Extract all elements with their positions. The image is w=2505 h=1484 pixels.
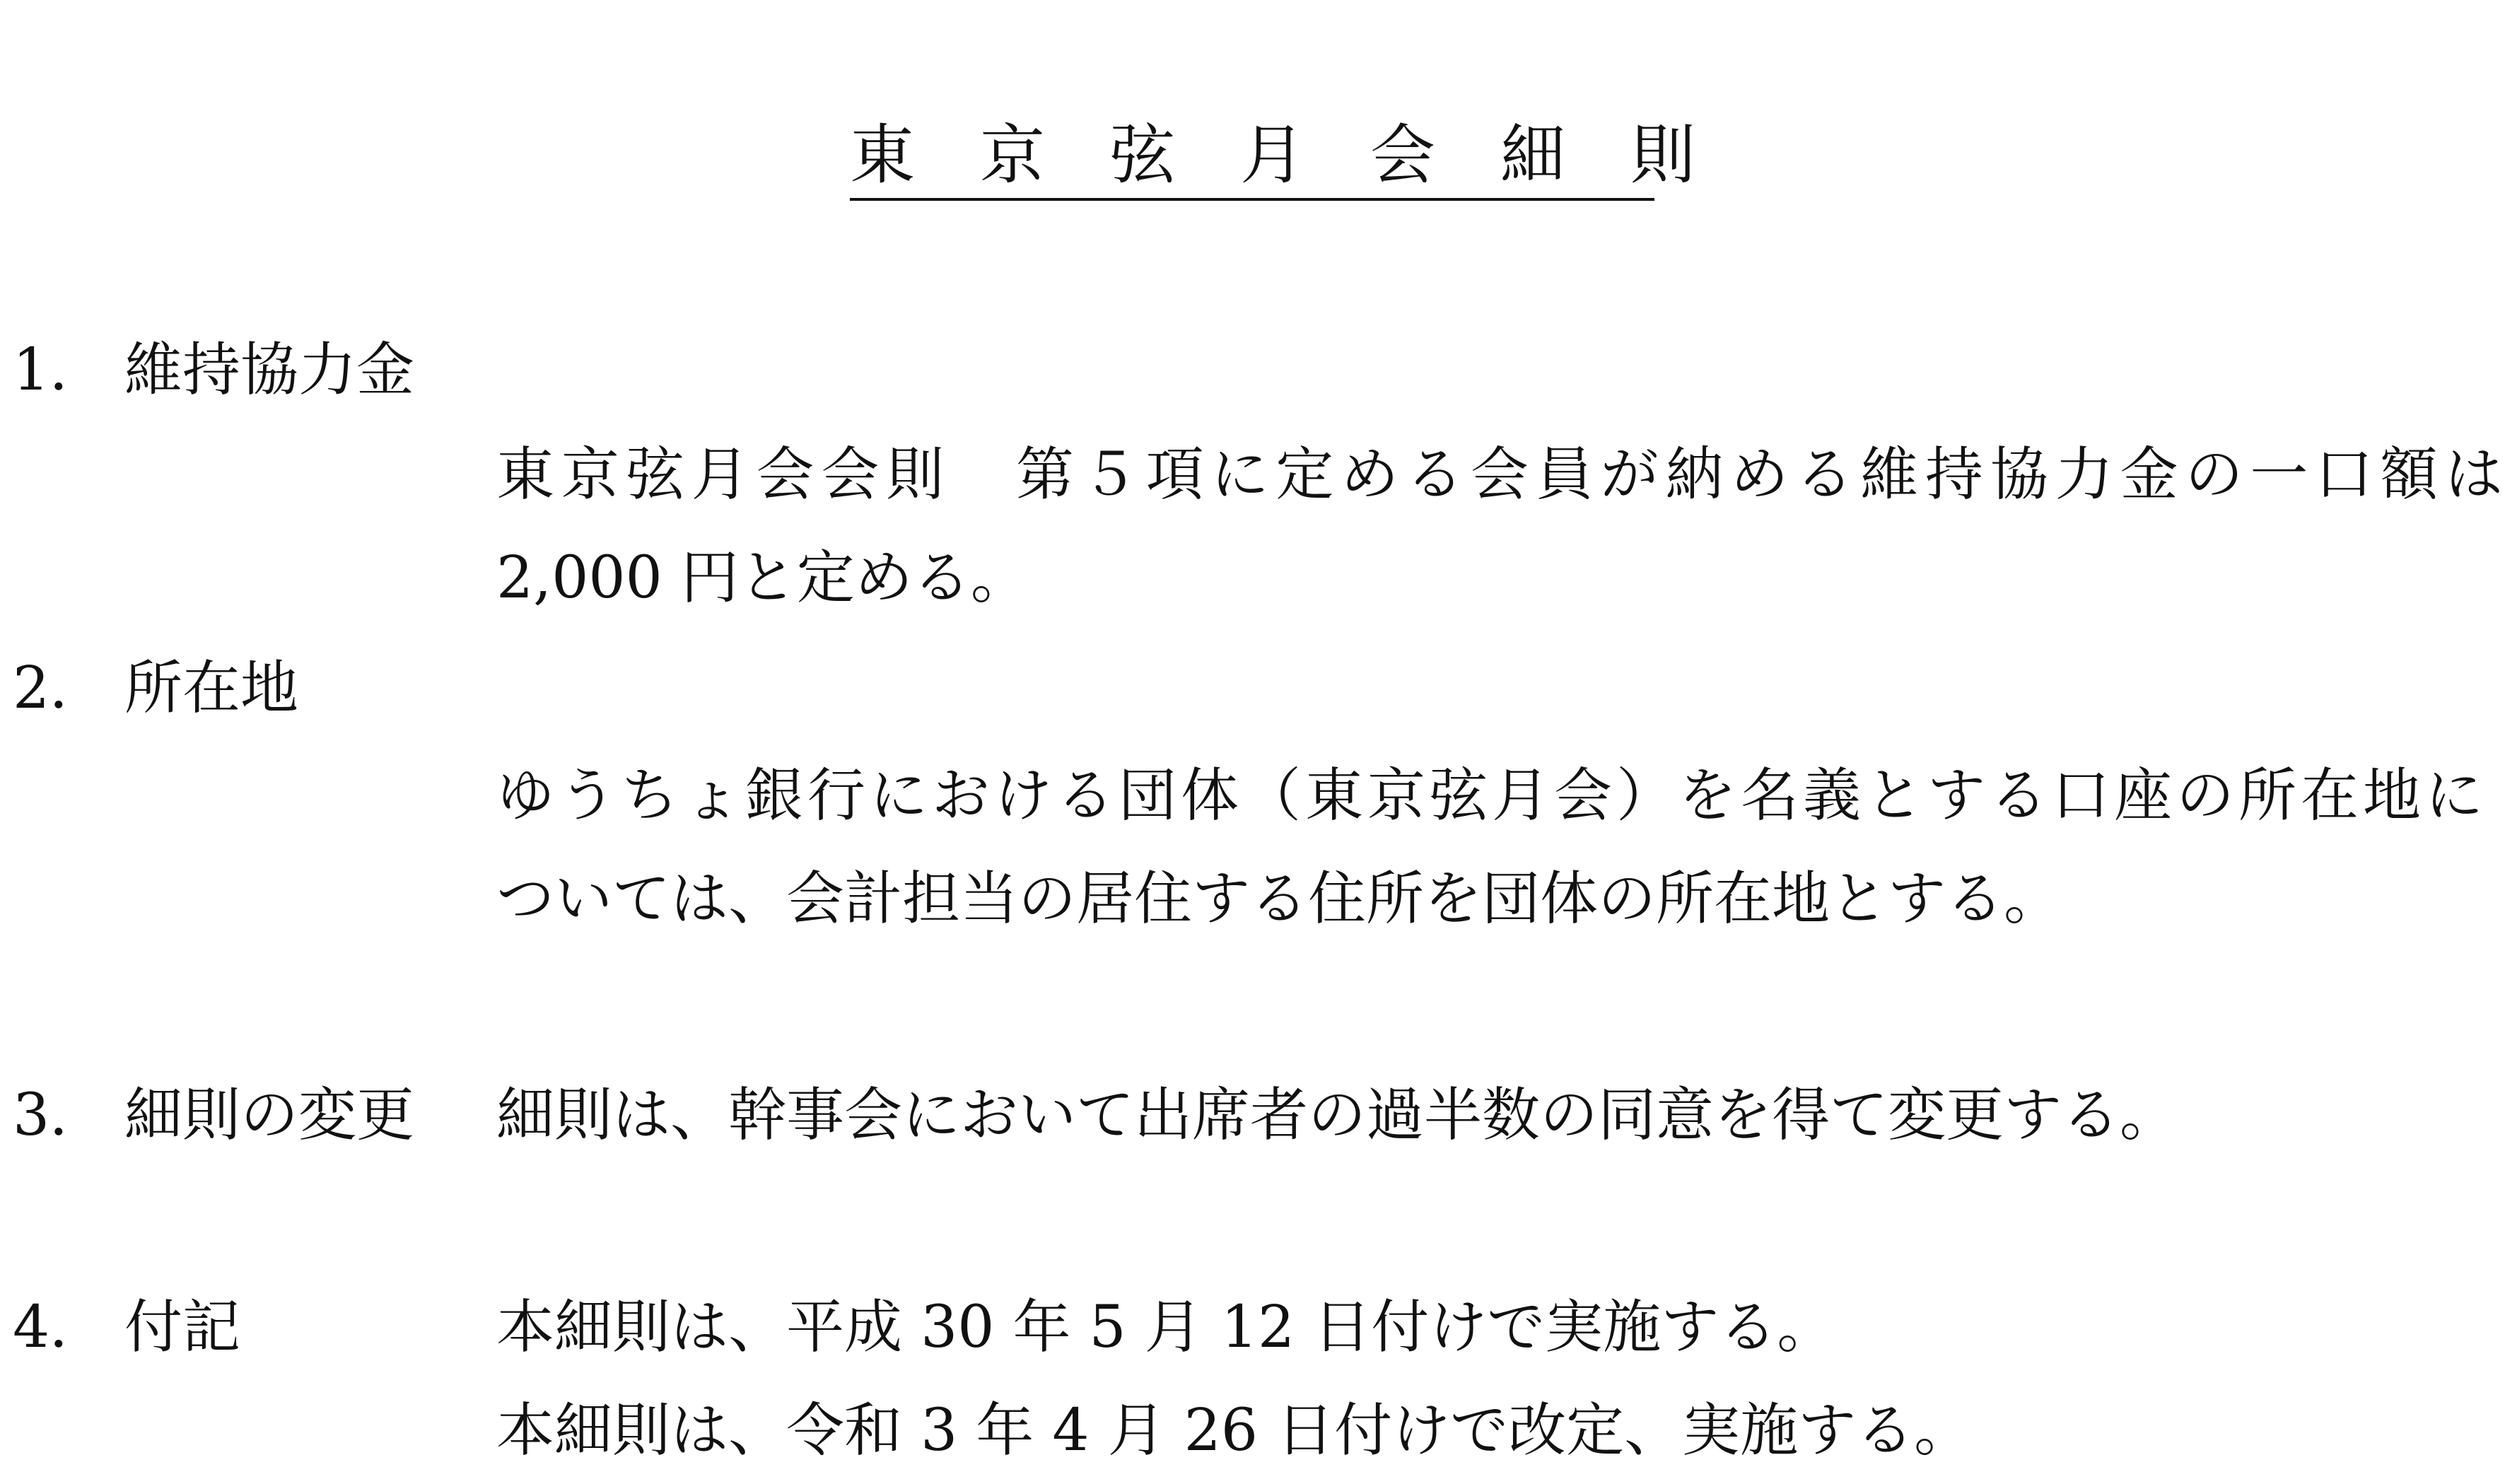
section-2-text-line-2: ついては、会計担当の居住する住所を団体の所在地とする。 [496, 865, 2062, 933]
section-3-text-line-1: 細則は、幹事会において出席者の過半数の同意を得て変更する。 [496, 1082, 2178, 1149]
section-1-text-line-2: 2,000 円と定める。 [496, 544, 1029, 612]
document-title: 東 京 弦 月 会 細 則 [850, 117, 1696, 193]
section-number-4: 4． [13, 1294, 108, 1361]
section-number-3: 3． [13, 1082, 108, 1149]
section-number-2: 2． [13, 655, 108, 722]
section-2-text-line-1: ゆうちょ銀行における団体（東京弦月会）を名義とする口座の所在地に [496, 762, 2483, 829]
title-underline [850, 198, 1654, 201]
section-heading-1: 維持協力金 [124, 337, 415, 404]
section-1-text-line-1: 東京弦月会会則 第５項に定める会員が納める維持協力金の一口額は [496, 441, 2503, 508]
section-heading-2: 所在地 [124, 655, 299, 722]
section-heading-4: 付記 [124, 1294, 241, 1361]
section-heading-3: 細則の変更 [124, 1082, 415, 1149]
section-4-text-line-2: 本細則は、令和 3 年 4 月 26 日付けで改定、実施する。 [496, 1397, 1973, 1464]
section-4-text-line-1: 本細則は、平成 30 年 5 月 12 日付けで実施する。 [496, 1294, 1835, 1361]
section-number-1: 1． [13, 337, 108, 404]
